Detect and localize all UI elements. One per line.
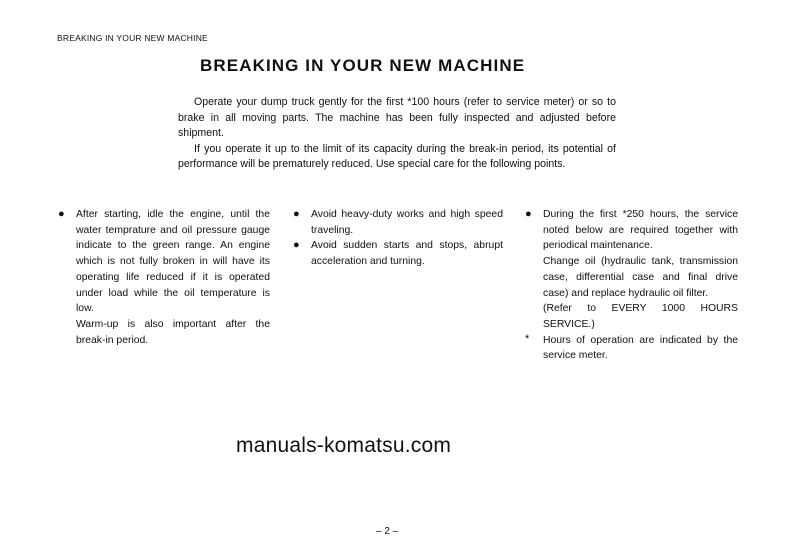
bullet-icon: ●	[293, 208, 300, 220]
service-meter-note	[525, 333, 738, 364]
list-item	[525, 207, 738, 333]
column-2	[293, 207, 503, 270]
watermark: manuals-komatsu.com	[236, 434, 452, 457]
warm-up-instruction: After starting, idle the engine, until the water temprature and oil pressure gauge indicate to the green range. An engine which is not fully broken in will have its operating life reduced if it is operated under load while the oil temperature is low. Warm-up is also important after the break-in period.	[76, 209, 270, 346]
column-1	[58, 207, 270, 348]
bullet-icon: ●	[293, 239, 300, 252]
running-header: BREAKING IN YOUR NEW MACHINE	[57, 33, 208, 43]
list-item	[293, 207, 503, 238]
list-item	[293, 238, 503, 269]
avoid-heavy-duty-instruction: Avoid heavy-duty works and high speed traveling.	[311, 209, 503, 236]
page-title: BREAKING IN YOUR NEW MACHINE	[200, 56, 526, 75]
list-item	[58, 207, 270, 348]
bullet-icon: ●	[58, 208, 65, 220]
intro-paragraph-2: If you operate it up to the limit of its capacity during the break-in period, its potential of performance will be prematurely reduced. Use special care for the following points.	[178, 142, 616, 171]
first-250-hours-service: During the first *250 hours, the service noted below are required together with periodical maintenance. Change oil (hydraulic tank, transmission case, differential case and final drive case) and replace hydraulic oil filter. (Refer to EVERY 1000 HOURS SERVICE.)	[543, 209, 738, 330]
page-number: – 2 –	[376, 526, 399, 537]
intro-paragraph-1: Operate your dump truck gently for the first *100 hours (refer to service meter) or so to brake in all moving parts. The machine has been fully inspected and adjusted before shipment.	[178, 96, 616, 140]
avoid-sudden-starts-instruction: Avoid sudden starts and stops, abrupt acceleration and turning.	[311, 240, 503, 268]
service-meter-note-text: Hours of operation are indicated by the service meter.	[543, 334, 738, 362]
column-3	[525, 207, 738, 364]
bullet-icon: ●	[525, 208, 532, 220]
asterisk-icon: *	[525, 332, 530, 345]
intro-text	[178, 95, 616, 173]
